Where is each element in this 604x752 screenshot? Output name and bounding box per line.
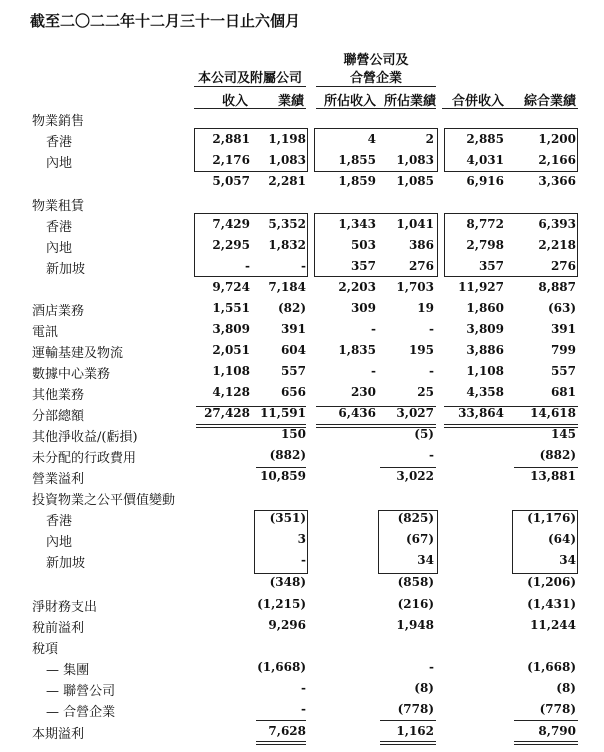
- cell-value: (216): [397, 597, 434, 611]
- cell-value: 386: [408, 238, 434, 252]
- cell-value: 4,031: [466, 153, 504, 167]
- cell-value: 1,083: [396, 153, 434, 167]
- row-label: 內地: [46, 241, 73, 256]
- cell-value: 1,083: [268, 153, 306, 167]
- cell-value: (82): [277, 301, 306, 315]
- total-line-profit-1: [256, 741, 306, 745]
- subtotal-line-operating-3: [514, 467, 578, 468]
- row-label: 未分配的行政費用: [32, 451, 137, 466]
- cell-value: 6,436: [338, 406, 376, 420]
- cell-value: (67): [405, 532, 434, 546]
- cell-value: 1,085: [396, 174, 434, 188]
- cell-value: 9,296: [268, 618, 306, 632]
- cell-value: (5): [414, 427, 434, 441]
- row-label: 稅前溢利: [32, 621, 85, 636]
- col-header-consolidated-revenue: 合併收入: [451, 94, 504, 109]
- cell-value: 11,591: [260, 406, 306, 420]
- cell-value: (351): [269, 511, 306, 525]
- cell-value: (882): [269, 448, 306, 462]
- cell-value: 1,948: [396, 618, 434, 632]
- subtotal-line-profit-2: [380, 720, 436, 721]
- cell-value: 2,281: [268, 174, 306, 188]
- cell-value: 391: [280, 322, 306, 336]
- cell-value: -: [371, 364, 376, 378]
- cell-value: 1,108: [466, 364, 504, 378]
- row-label: 投資物業之公平價值變動: [32, 493, 176, 508]
- page-title: 截至二〇二二年十二月三十一日止六個月: [30, 12, 301, 30]
- row-label: 淨財務支出: [32, 600, 98, 615]
- cell-value: (64): [547, 532, 576, 546]
- row-label: 香港: [46, 514, 73, 529]
- cell-value: 276: [550, 259, 576, 273]
- cell-value: 1,551: [212, 301, 250, 315]
- cell-value: 3: [297, 532, 306, 546]
- cell-value: 10,859: [260, 469, 306, 483]
- cell-value: 557: [550, 364, 576, 378]
- cell-value: (778): [397, 702, 434, 716]
- cell-value: 3,027: [396, 406, 434, 420]
- col-header-underline-2: [316, 108, 436, 109]
- cell-value: (348): [269, 575, 306, 589]
- cell-value: 1,832: [268, 238, 306, 252]
- row-label: 營業溢利: [32, 472, 85, 487]
- col-header-share-result: 所佔業績: [383, 94, 436, 109]
- cell-value: 195: [408, 343, 434, 357]
- cell-value: 1,200: [538, 132, 576, 146]
- cell-value: 3,809: [212, 322, 250, 336]
- subtotal-line-operating-2: [380, 467, 436, 468]
- cell-value: 11,927: [458, 280, 504, 294]
- cell-value: 34: [559, 553, 576, 567]
- cell-value: 2: [425, 132, 434, 146]
- header-assoc-underline: [316, 86, 436, 87]
- cell-value: 1,041: [396, 217, 434, 231]
- cell-value: (1,668): [257, 660, 306, 674]
- cell-value: 2,295: [212, 238, 250, 252]
- cell-value: 4,128: [212, 385, 250, 399]
- cell-value: 19: [417, 301, 434, 315]
- header-assoc-line1: 聯營公司及: [343, 53, 409, 68]
- cell-value: (1,431): [527, 597, 576, 611]
- cell-value: 11,244: [530, 618, 576, 632]
- cell-value: 1,835: [338, 343, 376, 357]
- cell-value: 2,881: [212, 132, 250, 146]
- col-header-result: 業績: [277, 94, 304, 109]
- row-label: 酒店業務: [32, 304, 85, 319]
- cell-value: -: [301, 681, 306, 695]
- cell-value: (8): [414, 681, 434, 695]
- cell-value: 13,881: [530, 469, 576, 483]
- cell-value: 2,051: [212, 343, 250, 357]
- cell-value: (778): [539, 702, 576, 716]
- cell-value: 391: [550, 322, 576, 336]
- cell-value: 2,166: [538, 153, 576, 167]
- cell-value: 3,022: [396, 469, 434, 483]
- cell-value: 27,428: [204, 406, 250, 420]
- cell-value: 604: [280, 343, 306, 357]
- cell-value: -: [301, 259, 306, 273]
- cell-value: 6,916: [466, 174, 504, 188]
- cell-value: 656: [280, 385, 306, 399]
- cell-value: -: [301, 553, 306, 567]
- cell-value: 1,703: [396, 280, 434, 294]
- header-assoc-line2: 合營企業: [349, 71, 402, 86]
- cell-value: (1,176): [527, 511, 576, 525]
- row-label: — 合營企業: [46, 705, 116, 720]
- cell-value: (8): [556, 681, 576, 695]
- subtotal-line-profit-1: [256, 720, 306, 721]
- cell-value: 503: [350, 238, 376, 252]
- row-label: 香港: [46, 135, 73, 150]
- cell-value: 7,628: [268, 724, 306, 738]
- col-header-consolidated-result: 綜合業績: [523, 94, 576, 109]
- cell-value: 1,859: [338, 174, 376, 188]
- total-line-profit-2: [380, 741, 436, 745]
- row-label: 物業銷售: [32, 114, 85, 129]
- cell-value: 8,790: [538, 724, 576, 738]
- row-label: 稅項: [32, 642, 59, 657]
- col-header-revenue: 收入: [221, 94, 248, 109]
- cell-value: 14,618: [530, 406, 576, 420]
- cell-value: (63): [547, 301, 576, 315]
- cell-value: 2,218: [538, 238, 576, 252]
- row-label: 本期溢利: [32, 727, 85, 742]
- cell-value: 34: [417, 553, 434, 567]
- header-company-group: 本公司及附屬公司: [197, 71, 302, 86]
- header-company-underline: [194, 86, 306, 87]
- cell-value: -: [429, 322, 434, 336]
- row-label: — 聯營公司: [46, 684, 116, 699]
- col-header-underline-1: [194, 108, 306, 109]
- cell-value: (882): [539, 448, 576, 462]
- cell-value: 7,429: [212, 217, 250, 231]
- row-label: 內地: [46, 156, 73, 171]
- row-label: 其他淨收益/(虧損): [32, 430, 138, 445]
- cell-value: 4: [367, 132, 376, 146]
- row-label: 新加坡: [46, 556, 86, 571]
- cell-value: 2,798: [466, 238, 504, 252]
- cell-value: 25: [417, 385, 434, 399]
- cell-value: 33,864: [458, 406, 504, 420]
- cell-value: 799: [550, 343, 576, 357]
- row-label: 新加坡: [46, 262, 86, 277]
- row-label: 香港: [46, 220, 73, 235]
- cell-value: -: [301, 702, 306, 716]
- row-label: 物業租賃: [32, 199, 85, 214]
- cell-value: (1,206): [527, 575, 576, 589]
- cell-value: 150: [280, 427, 306, 441]
- cell-value: (858): [397, 575, 434, 589]
- cell-value: (1,215): [257, 597, 306, 611]
- cell-value: 8,887: [538, 280, 576, 294]
- cell-value: -: [371, 322, 376, 336]
- row-label: 數據中心業務: [32, 367, 111, 382]
- cell-value: 5,057: [212, 174, 250, 188]
- cell-value: 3,886: [466, 343, 504, 357]
- row-label: 內地: [46, 535, 73, 550]
- cell-value: 2,176: [212, 153, 250, 167]
- cell-value: 4,358: [466, 385, 504, 399]
- cell-value: 8,772: [466, 217, 504, 231]
- cell-value: 1,108: [212, 364, 250, 378]
- row-label: 分部總額: [32, 409, 85, 424]
- cell-value: 1,198: [268, 132, 306, 146]
- row-label: — 集團: [46, 663, 90, 678]
- row-label: 運輸基建及物流: [32, 346, 124, 361]
- cell-value: 3,366: [538, 174, 576, 188]
- subtotal-line-profit-3: [514, 720, 578, 721]
- cell-value: (825): [397, 511, 434, 525]
- total-line-profit-3: [514, 741, 578, 745]
- cell-value: 357: [350, 259, 376, 273]
- cell-value: 1,855: [338, 153, 376, 167]
- row-label: 電訊: [32, 325, 59, 340]
- cell-value: 145: [550, 427, 576, 441]
- cell-value: 6,393: [538, 217, 576, 231]
- cell-value: -: [245, 259, 250, 273]
- cell-value: 9,724: [212, 280, 250, 294]
- cell-value: 309: [350, 301, 376, 315]
- cell-value: 276: [408, 259, 434, 273]
- cell-value: 3,809: [466, 322, 504, 336]
- row-label: 其他業務: [32, 388, 85, 403]
- cell-value: 557: [280, 364, 306, 378]
- subtotal-line-operating-1: [256, 467, 306, 468]
- cell-value: 2,203: [338, 280, 376, 294]
- cell-value: 357: [478, 259, 504, 273]
- cell-value: -: [429, 364, 434, 378]
- cell-value: 230: [350, 385, 376, 399]
- cell-value: 1,162: [396, 724, 434, 738]
- cell-value: 2,885: [466, 132, 504, 146]
- cell-value: 7,184: [268, 280, 306, 294]
- cell-value: 5,352: [268, 217, 306, 231]
- col-header-share-revenue: 所佔收入: [323, 94, 376, 109]
- cell-value: 681: [550, 385, 576, 399]
- col-header-underline-3: [442, 108, 578, 109]
- cell-value: 1,860: [466, 301, 504, 315]
- cell-value: -: [429, 448, 434, 462]
- cell-value: -: [429, 660, 434, 674]
- cell-value: 1,343: [338, 217, 376, 231]
- cell-value: (1,668): [527, 660, 576, 674]
